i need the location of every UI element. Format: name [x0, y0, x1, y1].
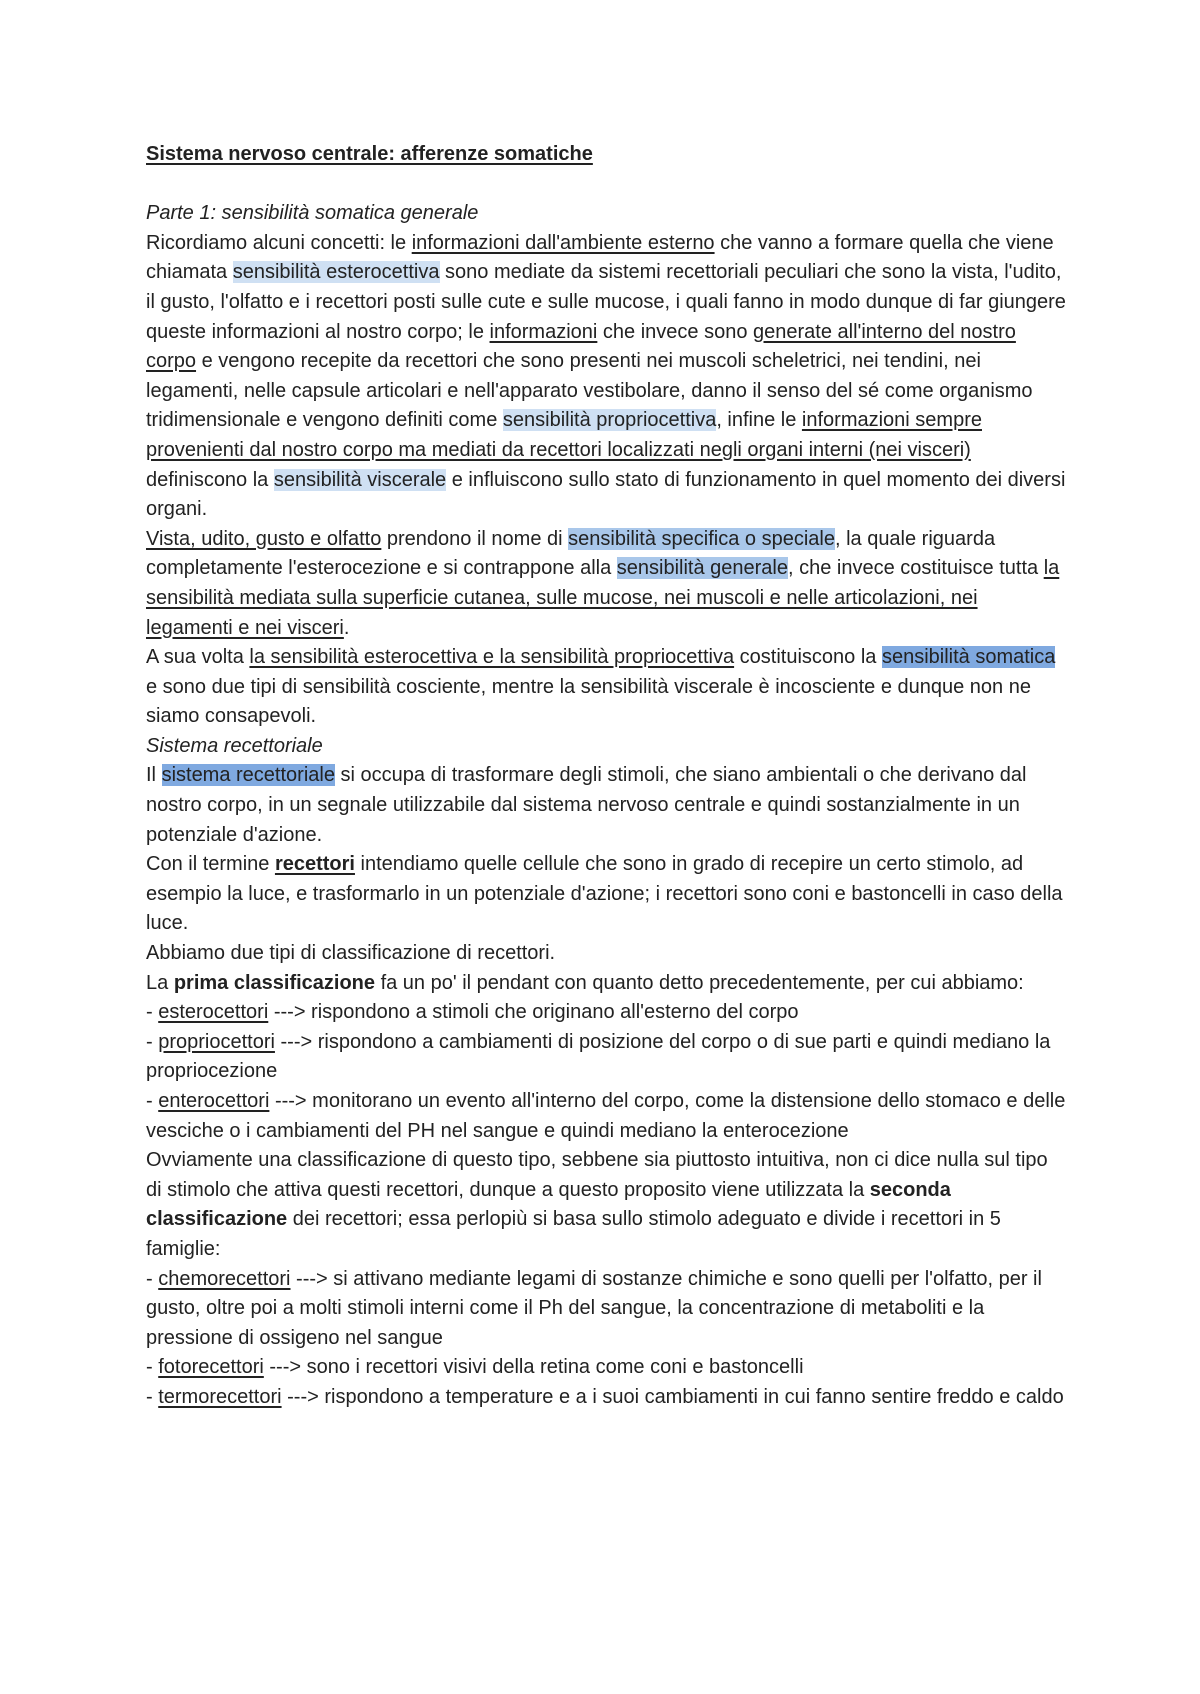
underlined-phrase: la sensibilità mediata sulla superficie cutanea, sulle mucose, nei muscoli e nelle articolazioni, nei legamenti e nei visceri [146, 557, 1060, 639]
list-item [146, 1383, 1066, 1413]
paragraph-classificazione: Abbiamo due tipi di classificazione di recettori. [146, 942, 556, 965]
highlight-term: sensibilità viscerale [273, 468, 447, 491]
blank-line [146, 170, 1066, 200]
underlined-phrase: informazioni [489, 320, 598, 343]
paragraph-sensibilita-specifica [146, 525, 1066, 643]
text: . [343, 616, 350, 639]
bold-term: seconda classificazione [146, 1178, 951, 1231]
list-item [146, 1353, 1066, 1383]
underlined-phrase: Vista, udito, gusto e olfatto [146, 527, 382, 550]
underlined-phrase: la sensibilità esterocettiva e la sensibilità propriocettiva [249, 646, 735, 669]
text: La [146, 971, 174, 994]
list-dash: - [146, 1090, 159, 1112]
list-desc: ---> rispondono a stimoli che originano all'esterno del corpo [268, 1001, 799, 1024]
list-item [146, 998, 1066, 1028]
text: dei recettori; essa perlopiù si basa sullo stimolo adeguato e divide i recettori in 5 famiglie: [146, 1208, 1001, 1260]
text: sono mediate da sistemi recettoriali peculiari che sono la vista, l'udito, il gusto, l'olfatto e i recettori posti sulle cute e sulle mucose, i quali fanno in modo dunque di far giungere queste informazioni al nostro corpo; le [146, 261, 1066, 343]
highlight-term: sistema recettoriale [161, 764, 335, 787]
text: intendiamo quelle cellule che sono in grado di recepire un certo stimolo, ad esempio la luce, e trasformarlo in un potenziale d'azione; i recettori sono coni e bastoncelli in caso della luce. [146, 853, 1063, 935]
list-desc: ---> rispondono a temperature e a i suoi cambiamenti in cui fanno sentire freddo e caldo [281, 1385, 1064, 1408]
list-dash: - [146, 1385, 159, 1408]
list-dash: - [146, 1267, 159, 1290]
bold-term: prima classificazione [173, 971, 376, 994]
text: , infine le [716, 409, 802, 432]
list-desc: ---> sono i recettori visivi della retina come coni e bastoncelli [263, 1356, 804, 1379]
document-page [146, 140, 1066, 1413]
text: definiscono la [146, 468, 274, 491]
paragraph-sistema-recettoriale [146, 761, 1066, 850]
text: e influiscono sullo stato di funzionamento in quel momento dei diversi organi. [146, 468, 1066, 521]
list-item [146, 1028, 1066, 1087]
paragraph-seconda-classificazione [146, 1146, 1066, 1264]
text: costituiscono la [734, 646, 882, 669]
highlight-term: sensibilità specifica o speciale [568, 527, 835, 550]
document-title: Sistema nervoso centrale: afferenze somatiche [146, 143, 593, 165]
part1-heading: Parte 1: sensibilità somatica generale [146, 202, 479, 225]
list-term: fotorecettori [158, 1356, 264, 1379]
paragraph-sensibilita [146, 229, 1066, 525]
paragraph-recettori [146, 850, 1066, 939]
list-desc: ---> monitorano un evento all'interno del corpo, come la distensione dello stomaco e delle vesciche o i cambiamenti del PH nel sangue e quindi mediano la enterocezione [146, 1090, 1066, 1142]
text: , che invece costituisce tutta [788, 557, 1044, 580]
text: e vengono recepite da recettori che sono presenti nei muscoli scheletrici, nei tendini, nei legamenti, nelle capsule articolari e nell'apparato vestibolare, danno il senso del sé come organismo tridimensionale e vengono definiti come [146, 350, 1033, 432]
list-term: propriocettori [158, 1030, 275, 1053]
highlight-term: sensibilità generale [616, 557, 788, 580]
text: Con il termine [146, 853, 275, 876]
underlined-phrase: generate all'interno del nostro corpo [146, 320, 1016, 373]
underlined-phrase: informazioni sempre provenienti dal nostro corpo ma mediati da recettori localizzati negli organi interni (nei visceri) [146, 409, 982, 461]
list-dash: - [146, 1030, 159, 1053]
text: Il [146, 764, 162, 787]
list-term: chemorecettori [158, 1267, 291, 1290]
highlight-term: sensibilità somatica [881, 646, 1056, 669]
highlight-term: sensibilità esterocettiva [232, 261, 440, 284]
paragraph-sensibilita-somatica [146, 643, 1066, 732]
list-dash: - [146, 1001, 159, 1024]
list-term: esterocettori [158, 1001, 269, 1024]
paragraph-prima-classificazione [146, 969, 1066, 999]
list-item [146, 1087, 1066, 1146]
list-desc: ---> si attivano mediante legami di sostanze chimiche e sono quelli per l'olfatto, per il gusto, oltre poi a molti stimoli interni come il Ph del sangue, la concentrazione di metaboliti e la pressione di ossigeno nel sangue [146, 1267, 1042, 1349]
text: che vanno a formare quella che viene chiamata [146, 231, 1054, 284]
list-desc: ---> rispondono a cambiamenti di posizione del corpo o di sue parti e quindi mediano la propriocezione [146, 1030, 1051, 1083]
list-term: enterocettori [158, 1090, 270, 1112]
list-item [146, 1265, 1066, 1354]
text: Ovviamente una classificazione di questo tipo, sebbene sia piuttosto intuitiva, non ci dice nulla sul tipo di stimolo che attiva questi recettori, dunque a questo proposito viene utilizzata la [146, 1149, 1048, 1201]
text: e sono due tipi di sensibilità cosciente, mentre la sensibilità viscerale è incosciente e dunque non ne siamo consapevoli. [146, 675, 1031, 728]
text: A sua volta [146, 646, 250, 669]
text: che invece sono [597, 320, 753, 343]
text: fa un po' il pendant con quanto detto precedentemente, per cui abbiamo: [375, 971, 1024, 994]
underlined-phrase: informazioni dall'ambiente esterno [411, 231, 715, 254]
list-term: termorecettori [158, 1385, 282, 1408]
text: Ricordiamo alcuni concetti: le [146, 231, 412, 254]
list-dash: - [146, 1356, 159, 1379]
text: prendono il nome di [381, 527, 569, 550]
text: si occupa di trasformare degli stimoli, che siano ambientali o che derivano dal nostro corpo, in un segnale utilizzabile dal sistema nervoso centrale e quindi sostanzialmente in un potenziale d'azione. [146, 764, 1027, 846]
text: , la quale riguarda completamente l'esterocezione e si contrappone alla [146, 527, 996, 580]
bold-term: recettori [274, 853, 355, 876]
section2-heading: Sistema recettoriale [146, 734, 323, 757]
highlight-term: sensibilità propriocettiva [502, 409, 717, 432]
